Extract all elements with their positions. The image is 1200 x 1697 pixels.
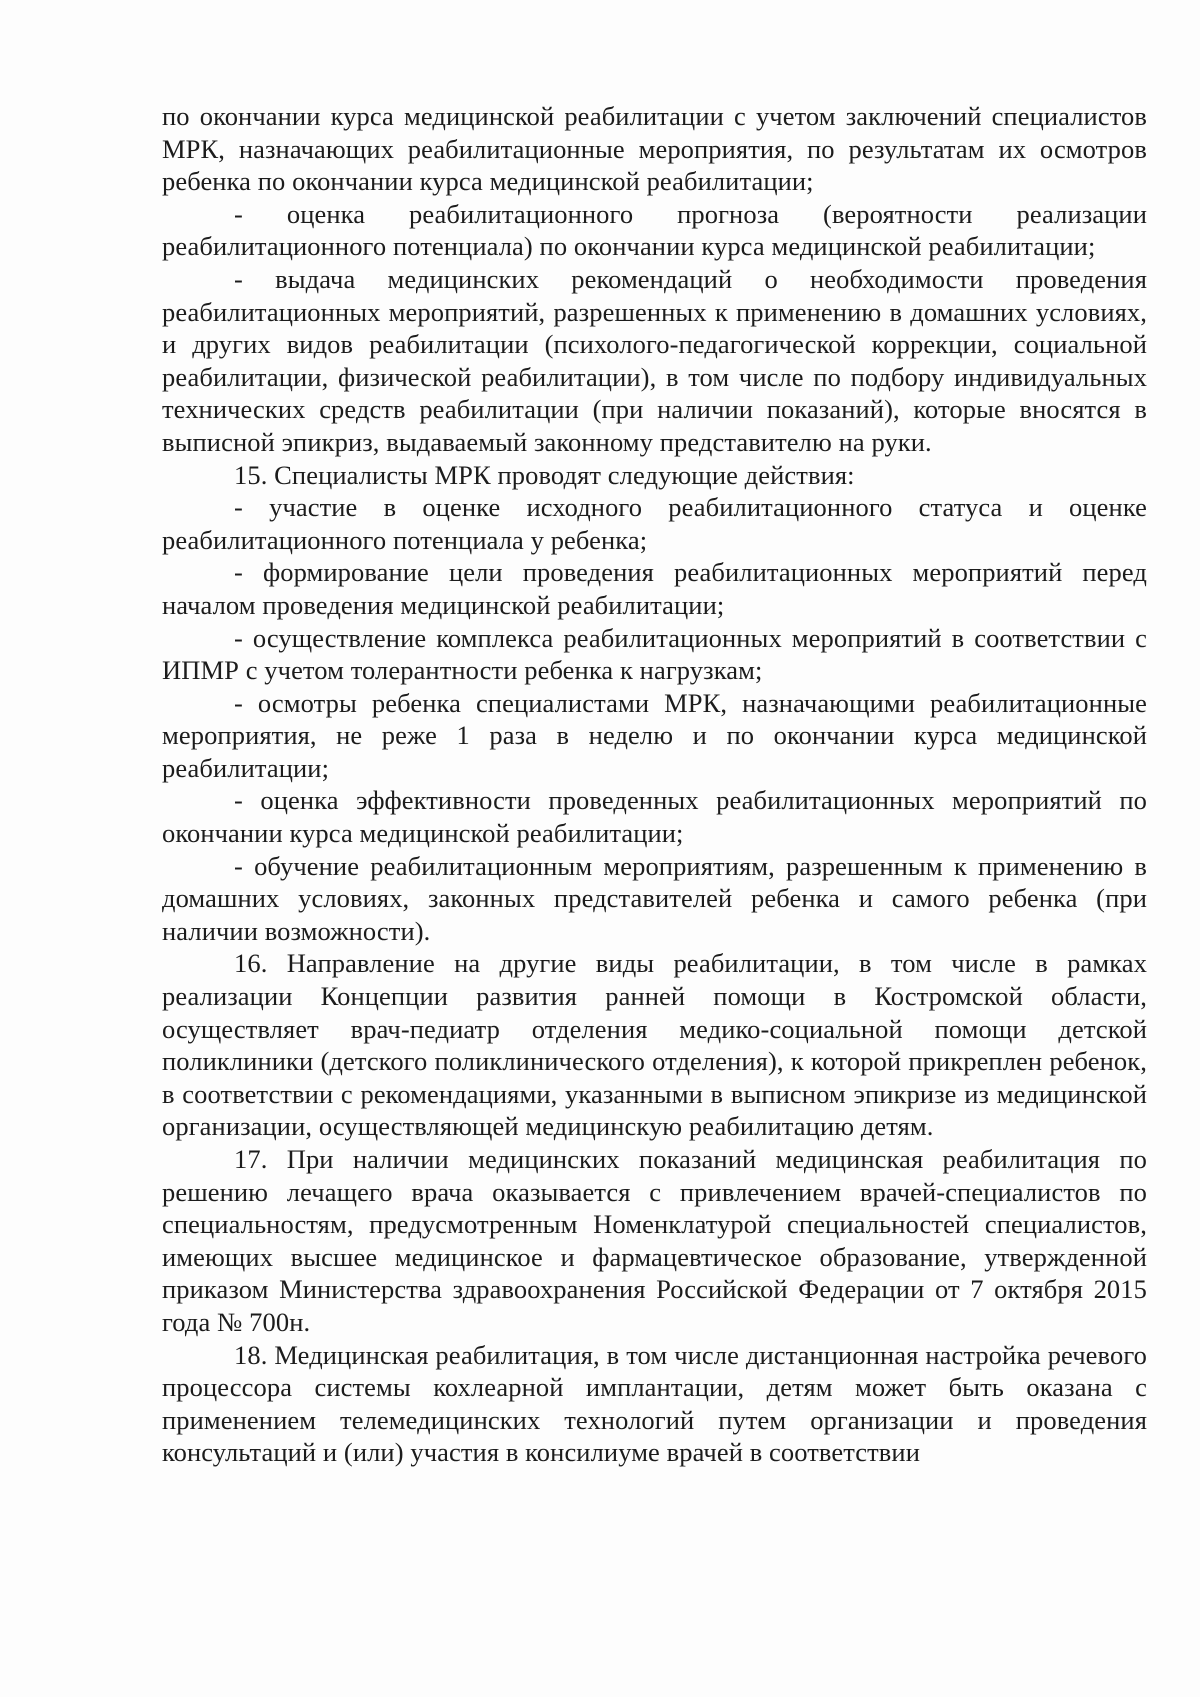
paragraph-rehab-prognosis: - оценка реабилитационного прогноза (вероятности реализации реабилитационного потенциала) по окончании курса медицинской реабилитации;: [162, 198, 1147, 262]
paragraph-goal-setting: - формирование цели проведения реабилитационных мероприятий перед началом проведения медицинской реабилитации;: [162, 557, 1147, 620]
paragraph-section-16: 16. Направление на другие виды реабилитации, в том числе в рамках реализации Концепции развития ранней помощи в Костромской области, осуществляет врач-педиатр отделения медико-социальной помощи детской поликлиники (детского поликлинического отделения), к которой прикреплен ребенок, в соответствии с рекомендациями, указанными в выписном эпикризе из медицинской организации, осуществляющей медицинскую реабилитацию детям.: [162, 948, 1147, 1142]
paragraph-assessment: - участие в оценке исходного реабилитационного статуса и оценке реабилитационного потенциала у ребенка;: [162, 492, 1147, 555]
paragraph-section-18: 18. Медицинская реабилитация, в том числе дистанционная настройка речевого процессора системы кохлеарной имплантации, детям может быть оказана с применением телемедицинских технологий путем организации и проведения консультаций и (или) участия в консилиуме врачей в соответствии: [162, 1339, 1147, 1468]
paragraph-continuation: по окончании курса медицинской реабилитации с учетом заключений специалистов МРК, назначающих реабилитационные мероприятия, по результатам их осмотров ребенка по окончании курса медицинской реабилитации;: [162, 101, 1147, 197]
paragraph-implementation: - осуществление комплекса реабилитационных мероприятий в соответствии с ИПМР с учетом толерантности ребенка к нагрузкам;: [162, 622, 1147, 686]
paragraph-examinations: - осмотры ребенка специалистами МРК, назначающими реабилитационные мероприятия, не реже 1 раза в неделю и по окончании курса медицинской реабилитации;: [162, 687, 1147, 783]
paragraph-training: - обучение реабилитационным мероприятиям, разрешенным к применению в домашних условиях, законных представителей ребенка и самого ребенка (при наличии возможности).: [162, 850, 1147, 946]
paragraph-recommendations: - выдача медицинских рекомендаций о необходимости проведения реабилитационных мероприятий, разрешенных к применению в домашних условиях, и других видов реабилитации (психолого-педагогической коррекции, социальной реабилитации, физической реабилитации), в том числе по подбору индивидуальных технических средств реабилитации (при наличии показаний), которые вносятся в выписной эпикриз, выдаваемый законному представителю на руки.: [162, 263, 1147, 457]
paragraph-efficacy: - оценка эффективности проведенных реабилитационных мероприятий по окончании курса медицинской реабилитации;: [162, 785, 1147, 849]
paragraph-section-15: 15. Специалисты МРК проводят следующие действия:: [234, 459, 855, 490]
paragraph-section-17: 17. При наличии медицинских показаний медицинская реабилитация по решению лечащего врача оказывается с привлечением врачей-специалистов по специальностям, предусмотренным Номенклатурой специальностей специалистов, имеющих высшее медицинское и фармацевтическое образование, утвержденной приказом Министерства здравоохранения Российской Федерации от 7 октября 2015 года № 700н.: [162, 1144, 1147, 1337]
document-body: [162, 100, 1147, 1469]
